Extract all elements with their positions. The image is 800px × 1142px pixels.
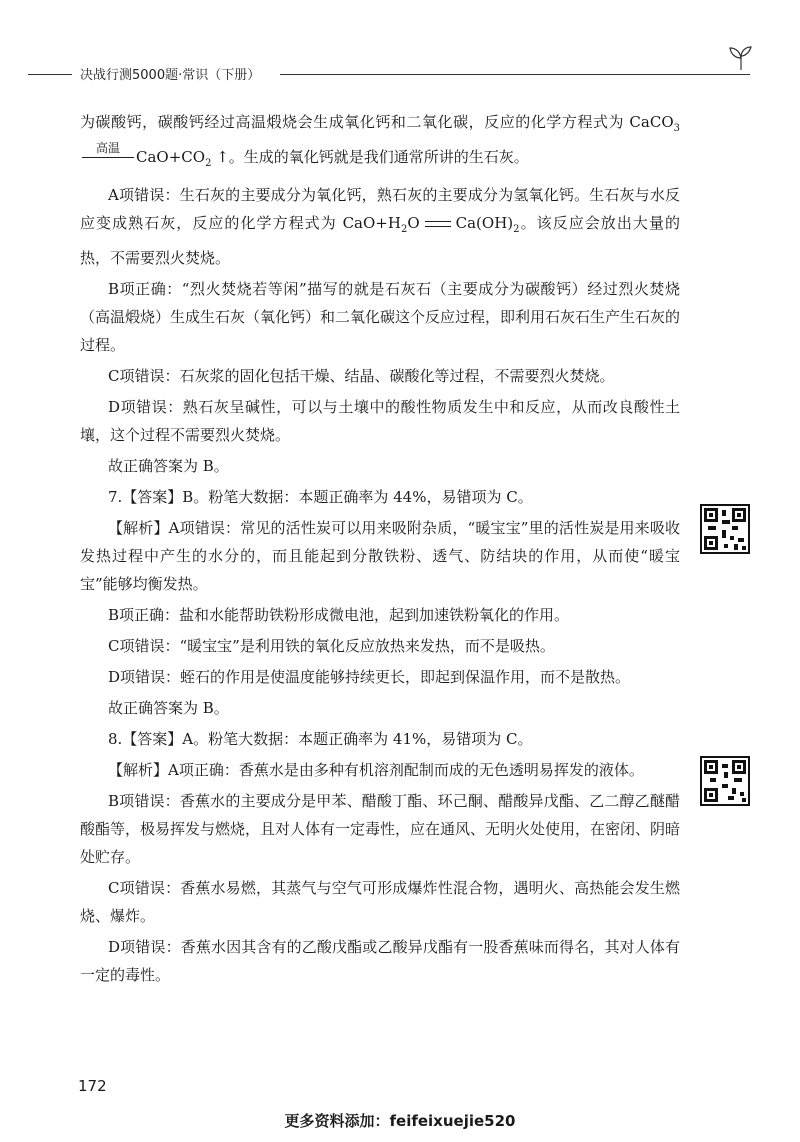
q7-option-c: C项错误：“暖宝宝”是利用铁的氧化反应放热来发热，而不是吸热。 xyxy=(108,637,555,655)
qr-code-q8[interactable] xyxy=(700,756,750,806)
q8-answer: 8.【答案】A。粉笔大数据：本题正确率为 41%，易错项为 C。 xyxy=(108,730,533,748)
page-number: 172 xyxy=(78,1077,107,1095)
intro-paragraph xyxy=(80,108,680,178)
footer-note: 更多资料添加：feifeixuejie520 xyxy=(284,1112,516,1130)
q7-analysis: 【解析】A项错误：常见的活性炭可以用来吸附杂质，“暖宝宝”里的活性炭是用来吸收发热过程中产生的水分的，而且能起到分散铁粉、透气、防结块的作用，从而使“暖宝宝”能够均衡发热。 xyxy=(80,519,680,593)
q8-option-c: C项错误：香蕉水易燃，其蒸气与空气可形成爆炸性混合物，遇明火、高热能会发生燃烧、爆炸。 xyxy=(80,879,680,925)
equals-sign xyxy=(425,221,451,227)
condition-label: 高温 xyxy=(95,141,120,155)
header-rule-left xyxy=(28,74,72,75)
q6-option-c: C项错误：石灰浆的固化包括干燥、结晶、碳酸化等过程，不需要烈火焚烧。 xyxy=(108,367,615,385)
q6-option-d: D项错误：熟石灰呈碱性，可以与土壤中的酸性物质发生中和反应，从而改良酸性土壤，这个过程不需要烈火焚烧。 xyxy=(80,398,680,444)
q8-option-d: D项错误：香蕉水因其含有的乙酸戊酯或乙酸异戊酯有一股香蕉味而得名，其对人体有一定的毒性。 xyxy=(80,938,680,984)
book-title: 决战行测5000题·常识（下册） xyxy=(80,68,261,83)
q6-option-b: B项正确：“烈火焚烧若等闲”描写的就是石灰石（主要成分为碳酸钙）经过烈火焚烧（高温煅烧）生成生石灰（氧化钙）和二氧化碳这个反应过程，即利用石灰石生产生石灰的过程。 xyxy=(80,280,681,354)
q8-analysis: 【解析】A项正确：香蕉水是由多种有机溶剂配制而成的无色透明易挥发的液体。 xyxy=(108,761,644,779)
heating-arrow xyxy=(82,141,134,166)
q7-conclusion: 故正确答案为 B。 xyxy=(108,699,229,717)
body-text xyxy=(80,108,680,992)
q6-option-a: A项错误：生石灰的主要成分为氧化钙，熟石灰的主要成分为氢氧化钙。生石灰与水反应变成熟石灰，反应的化学方程式为 $CaO+H_2O$ $Ca(OH)_2$。该反应会放出大量的热，不需要烈火焚烧。 xyxy=(80,186,680,267)
q7-answer: 7.【答案】B。粉笔大数据：本题正确率为 44%，易错项为 C。 xyxy=(108,488,533,506)
sprout-icon xyxy=(727,44,755,72)
q6-conclusion: 故正确答案为 B。 xyxy=(108,457,229,475)
q7-option-b: B项正确：盐和水能帮助铁粉形成微电池，起到加速铁粉氧化的作用。 xyxy=(108,606,570,624)
q7-option-d: D项错误：蛭石的作用是使温度能够持续更长，即起到保温作用，而不是散热。 xyxy=(108,668,631,686)
reaction-equation: CaCO$_3$ 高温 $CaO+CO_2$ ↑。生成的氧化钙就是我们通常所讲的生石灰。 xyxy=(80,113,680,166)
intro-text: 为碳酸钙，碳酸钙经过高温煅烧会生成氧化钙和二氧化碳，反应的化学方程式为 xyxy=(80,113,625,131)
header-rule-right xyxy=(280,74,750,75)
qr-code-q7[interactable] xyxy=(700,504,750,554)
q8-option-b: B项错误：香蕉水的主要成分是甲苯、醋酸丁酯、环己酮、醋酸异戊酯、乙二醇乙醚醋酸酯等，极易挥发与燃烧，且对人体有一定毒性，应在通风、无明火处使用，在密闭、阴暗处贮存。 xyxy=(80,792,681,866)
running-header xyxy=(28,58,768,88)
